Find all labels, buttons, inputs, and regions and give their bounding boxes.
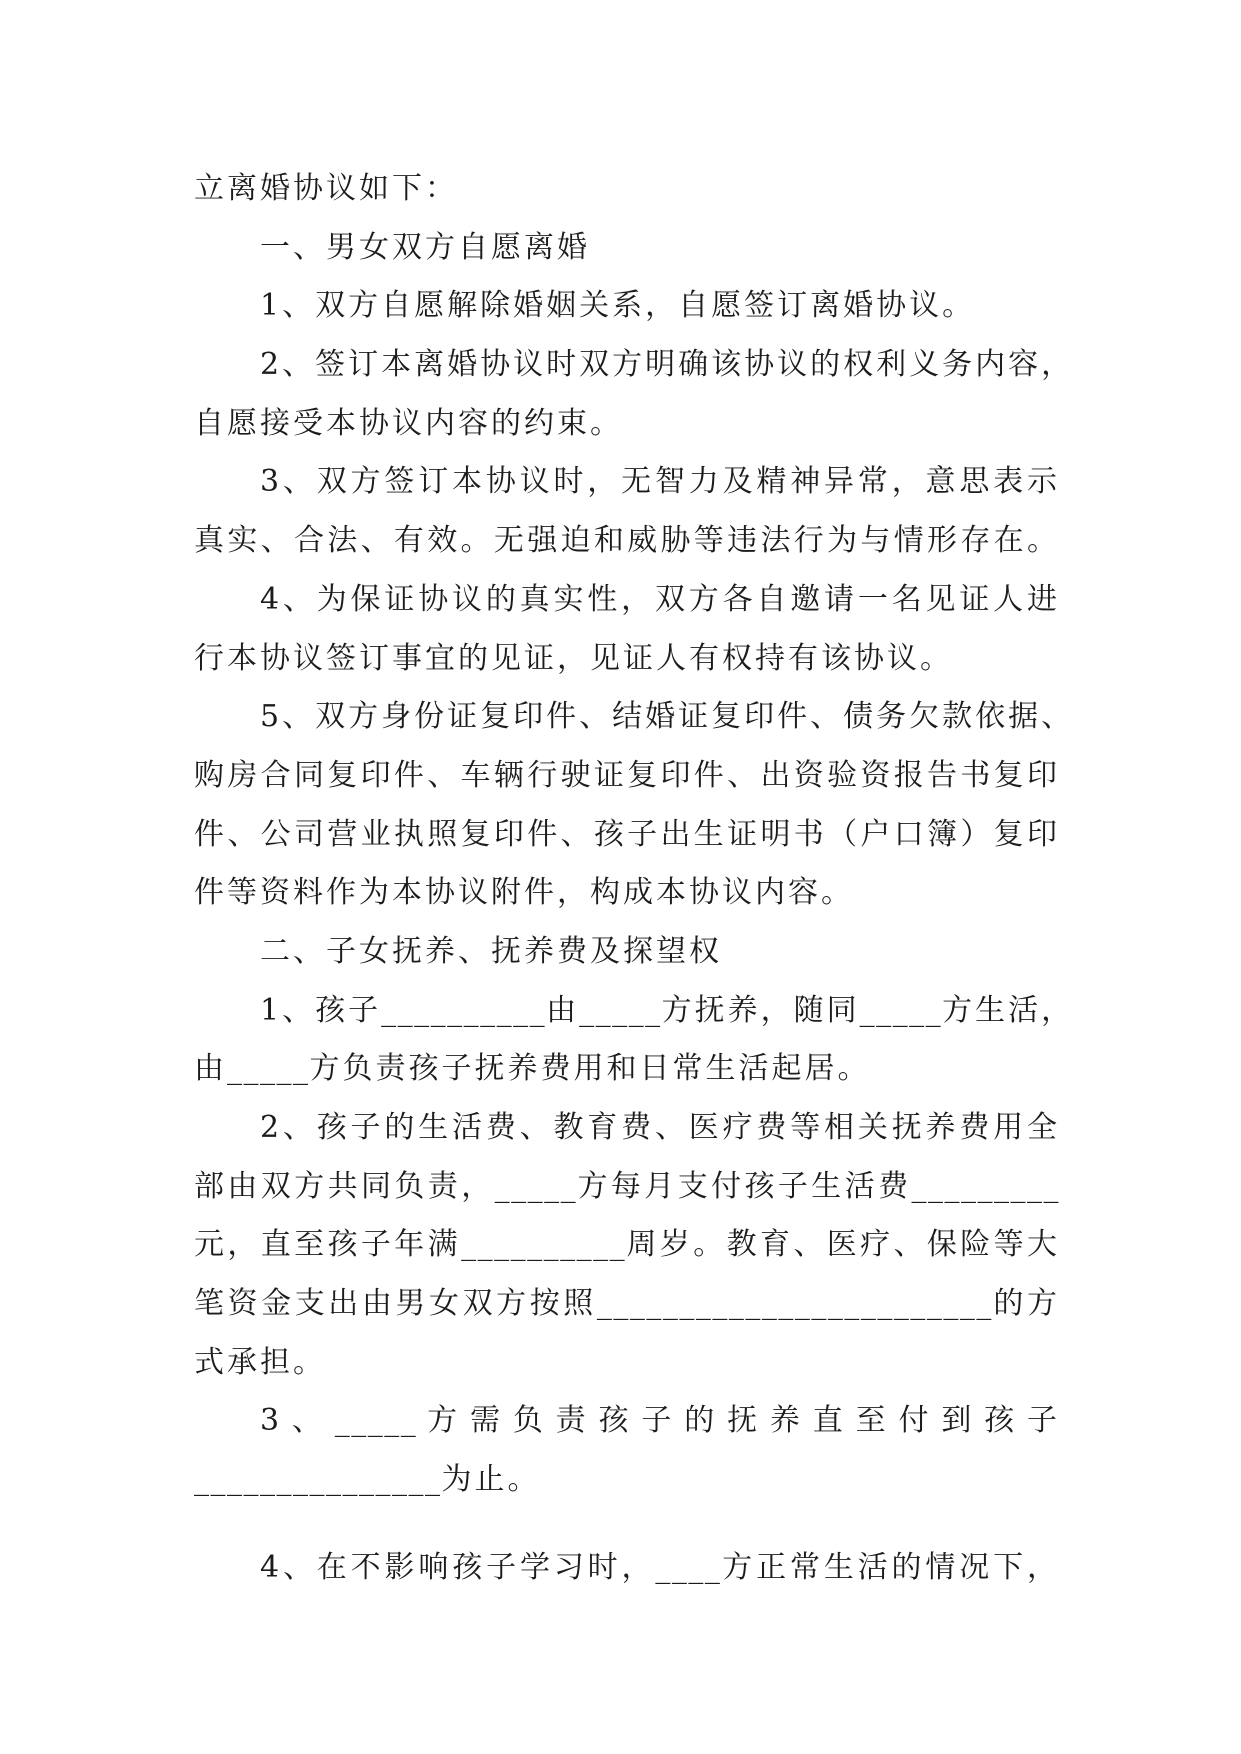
text-line bbox=[194, 571, 1060, 630]
text-line bbox=[194, 277, 1060, 336]
line-text: 购房合同复印件、车辆行驶证复印件、出资验资报告书复印 bbox=[194, 757, 1060, 793]
line-text: 3、 bbox=[260, 1403, 335, 1439]
text-line bbox=[194, 336, 1075, 395]
fill-in-blank: _____ bbox=[579, 992, 662, 1028]
line-text: 方负责孩子抚养费用和日常生活起居。 bbox=[309, 1051, 871, 1087]
line-text: 2、签订本离婚协议时双方明确该协议的权利义务内容， bbox=[260, 347, 1075, 383]
fill-in-blank: _____ bbox=[859, 992, 943, 1028]
text-line bbox=[194, 688, 1075, 747]
line-text: 件等资料作为本协议附件，构成本协议内容。 bbox=[194, 875, 854, 911]
line-text: 为止。 bbox=[441, 1462, 541, 1498]
fill-in-blank: ________________________ bbox=[596, 1286, 993, 1322]
line-text: 二、子女抚养、抚养费及探望权 bbox=[260, 933, 722, 969]
line-text: 由 bbox=[546, 992, 580, 1028]
line-text: 1、孩子 bbox=[260, 992, 382, 1028]
line-text: 的方 bbox=[992, 1286, 1061, 1322]
line-text: 立离婚协议如下： bbox=[194, 171, 458, 206]
line-text: 5、双方身份证复印件、结婚证复印件、债务欠款依据、 bbox=[260, 699, 1075, 735]
line-text: 方生活， bbox=[942, 992, 1075, 1028]
fill-in-blank: _______________ bbox=[194, 1462, 442, 1498]
text-line bbox=[194, 512, 1060, 571]
text-line bbox=[194, 1334, 1060, 1393]
line-text: 4、在不影响孩子学习时， bbox=[260, 1549, 656, 1585]
text-line bbox=[194, 630, 1060, 689]
line-text: 自愿接受本协议内容的约束。 bbox=[194, 405, 623, 441]
text-line bbox=[194, 453, 1060, 512]
line-text: 2、孩子的生活费、教育费、医疗费等相关抚养费用全 bbox=[260, 1110, 1060, 1145]
text-line bbox=[194, 395, 1060, 454]
line-text: 周岁。教育、医疗、保险等大 bbox=[626, 1227, 1061, 1263]
section-heading bbox=[194, 219, 1060, 278]
line-text: 行本协议签订事宜的见证，见证人有权持有该协议。 bbox=[194, 640, 953, 676]
text-line bbox=[194, 1392, 1060, 1451]
line-text: 件、公司营业执照复印件、孩子出生证明书（户口簿）复印 bbox=[194, 816, 1060, 852]
text-line bbox=[194, 806, 1060, 865]
line-text: 一、男女双方自愿离婚 bbox=[260, 229, 590, 265]
text-line bbox=[194, 1539, 1060, 1598]
text-line bbox=[194, 982, 1075, 1041]
text-line bbox=[194, 1451, 1060, 1510]
line-text: 3、双方签订本协议时，无智力及精神异常，意思表示 bbox=[260, 464, 1060, 500]
section-heading bbox=[194, 923, 1060, 982]
line-text: 真实、合法、有效。无强迫和威胁等违法行为与情形存在。 bbox=[194, 523, 1060, 559]
line-text: 部由双方共同负责， bbox=[194, 1168, 495, 1204]
text-line bbox=[194, 1216, 1060, 1275]
fill-in-blank: __________ bbox=[461, 1227, 627, 1263]
line-text: 方每月支付孩子生活费 bbox=[577, 1168, 912, 1204]
fill-in-blank: __________ bbox=[381, 992, 547, 1028]
text-line bbox=[194, 1275, 1060, 1334]
line-text: 笔资金支出由男女双方按照 bbox=[194, 1286, 597, 1322]
fill-in-blank: _____ bbox=[227, 1051, 310, 1087]
text-line bbox=[194, 864, 1060, 923]
line-text: 1、双方自愿解除婚姻关系，自愿签订离婚协议。 bbox=[260, 288, 976, 324]
line-text: 方需负责孩子的抚养直至付到孩子 bbox=[417, 1403, 1061, 1439]
line-text: 元，直至孩子年满 bbox=[194, 1227, 462, 1263]
line-text: 方正常生活的情况下， bbox=[721, 1549, 1060, 1585]
line-text: 由 bbox=[194, 1051, 227, 1087]
fill-in-blank: ____ bbox=[655, 1549, 722, 1585]
text-line bbox=[194, 1158, 1060, 1217]
fill-in-blank: _____ bbox=[334, 1403, 418, 1439]
text-line bbox=[194, 1040, 1060, 1099]
text-line bbox=[194, 1099, 1060, 1158]
fill-in-blank: _____ bbox=[494, 1168, 578, 1204]
text-line bbox=[194, 160, 1060, 219]
line-text: 4、为保证协议的真实性，双方各自邀请一名见证人进 bbox=[260, 581, 1060, 617]
line-text: 方抚养，随同 bbox=[661, 992, 860, 1028]
line-text: 式承担。 bbox=[194, 1344, 326, 1380]
fill-in-blank: _________ bbox=[911, 1168, 1061, 1204]
document-body bbox=[194, 160, 1075, 1598]
text-line bbox=[194, 747, 1060, 806]
